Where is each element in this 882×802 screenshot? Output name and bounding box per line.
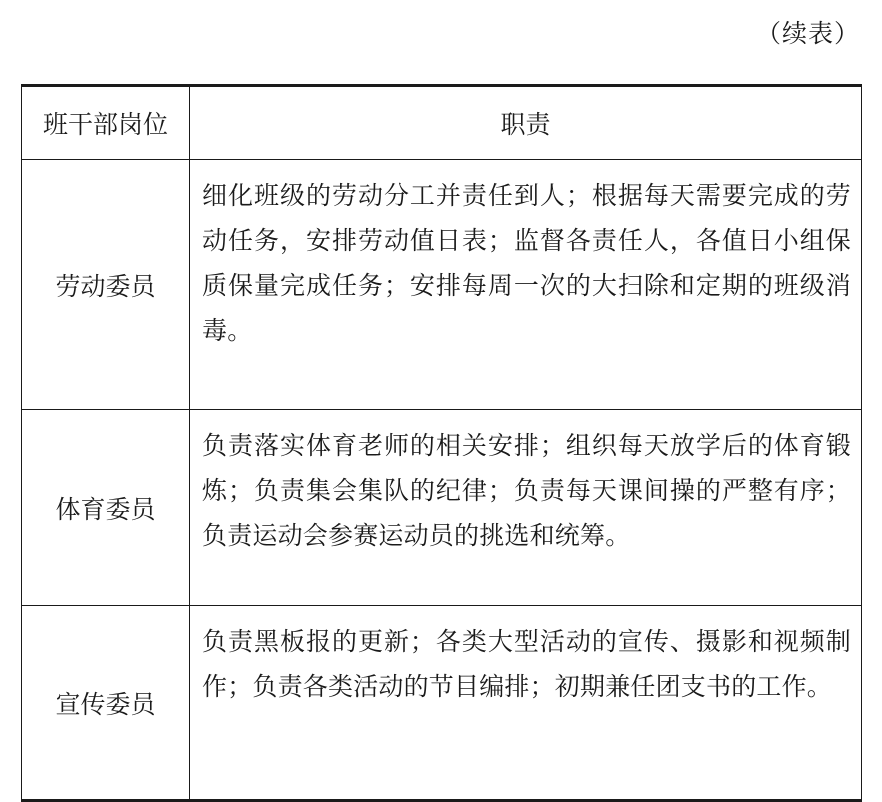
header-duty: 职责: [190, 86, 862, 160]
table-row: [22, 410, 862, 606]
continued-table-label: （续表）: [755, 19, 860, 48]
role-cell: 宣传委员: [22, 606, 190, 801]
header-role: 班干部岗位: [22, 86, 190, 160]
duty-cell: 负责黑板报的更新；各类大型活动的宣传、摄影和视频制作；负责各类活动的节目编排；初期兼任团支书的工作。: [190, 606, 862, 801]
table-header-row: [22, 86, 862, 160]
duty-cell: 细化班级的劳动分工并责任到人；根据每天需要完成的劳动任务，安排劳动值日表；监督各责任人，各值日小组保质保量完成任务；安排每周一次的大扫除和定期的班级消毒。: [190, 160, 862, 410]
duty-cell: 负责落实体育老师的相关安排；组织每天放学后的体育锻炼；负责集会集队的纪律；负责每天课间操的严整有序；负责运动会参赛运动员的挑选和统筹。: [190, 410, 862, 606]
table-row: [22, 606, 862, 801]
table-row: [22, 160, 862, 410]
class-committee-duty-table: [21, 84, 862, 802]
role-cell: 劳动委员: [22, 160, 190, 410]
role-cell: 体育委员: [22, 410, 190, 606]
